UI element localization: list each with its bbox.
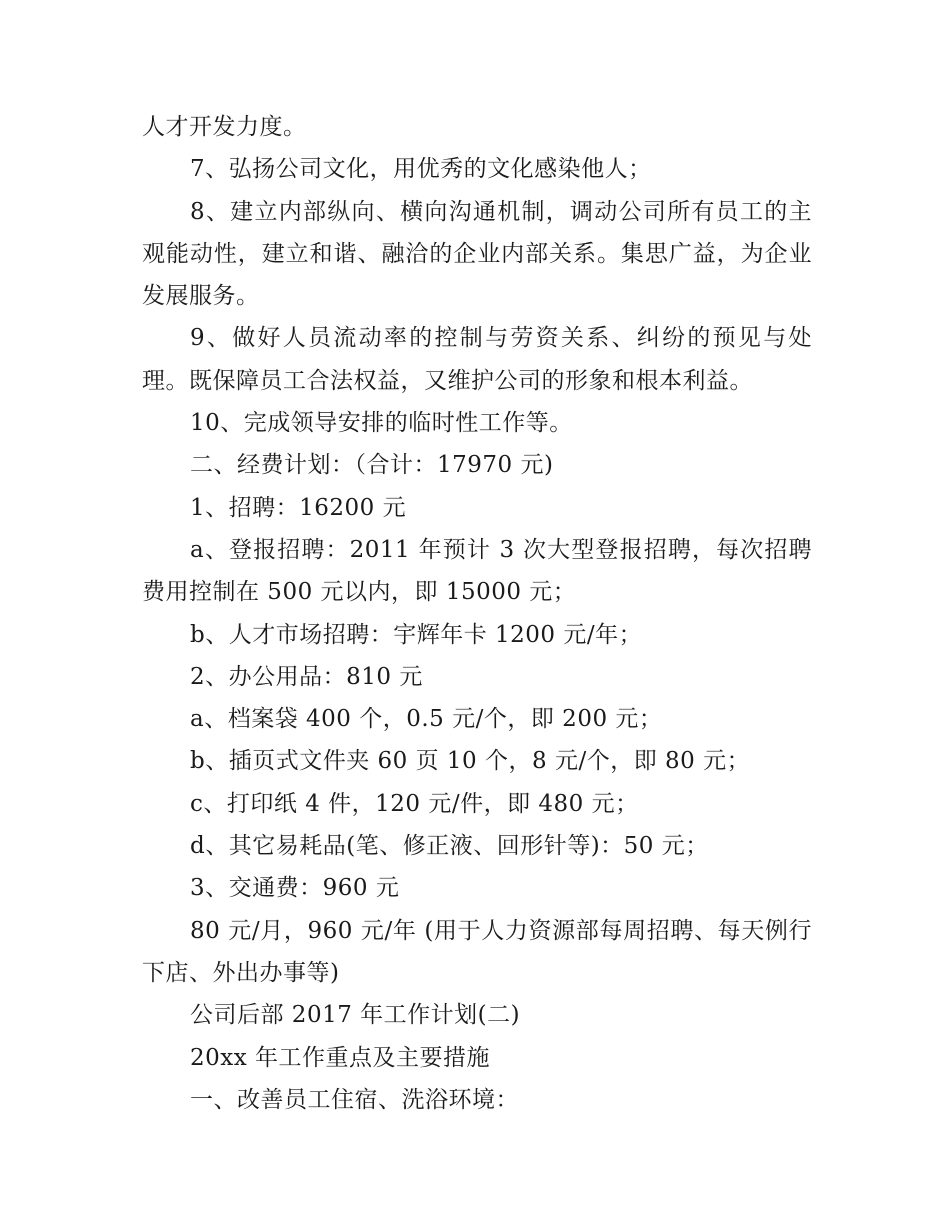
paragraph-5: 二、经费计划：（合计：17970 元)	[190, 452, 554, 479]
paragraph-11: b、插页式文件夹 60 页 10 个，8 元/个，即 80 元；	[190, 748, 751, 775]
paragraph-17: 20xx 年工作重点及主要措施	[190, 1044, 491, 1071]
paragraph-10: a、档案袋 400 个，0.5 元/个，即 200 元；	[190, 706, 663, 733]
paragraph-0: 人才开发力度。	[142, 114, 307, 140]
paragraph-15: 80 元/月，960 元/年 (用于人力资源部每周招聘、每天例行下店、外出办事等)	[142, 917, 812, 986]
paragraph-8: b、人才市场招聘：宇辉年卡 1200 元/年；	[190, 621, 643, 648]
paragraph-18: 一、改善员工住宿、洗浴环境：	[190, 1086, 519, 1113]
paragraph-14: 3、交通费：960 元	[190, 875, 400, 902]
paragraph-7: a、登报招聘：2011 年预计 3 次大型登报招聘，每次招聘费用控制在 500 元以内，即 15000 元；	[142, 536, 812, 606]
paragraph-3: 9、做好人员流动率的控制与劳资关系、纠纷的预见与处理。既保障员工合法权益，又维护公司的形象和根本利益。	[142, 325, 812, 394]
document-body	[142, 106, 812, 1121]
paragraph-2: 8、建立内部纵向、横向沟通机制，调动公司所有员工的主观能动性，建立和谐、融洽的企业内部关系。集思广益，为企业发展服务。	[142, 198, 812, 310]
paragraph-12: c、打印纸 4 件，120 元/件，即 480 元；	[190, 790, 639, 817]
paragraph-4: 10、完成领导安排的临时性工作等。	[190, 410, 573, 437]
paragraph-9: 2、办公用品：810 元	[190, 663, 423, 690]
paragraph-6: 1、招聘：16200 元	[190, 494, 407, 521]
paragraph-13: d、其它易耗品(笔、修正液、回形针等)：50 元；	[190, 833, 709, 860]
paragraph-1: 7、弘扬公司文化，用优秀的文化感染他人；	[190, 156, 652, 183]
paragraph-16: 公司后部 2017 年工作计划(二)	[190, 1002, 521, 1029]
